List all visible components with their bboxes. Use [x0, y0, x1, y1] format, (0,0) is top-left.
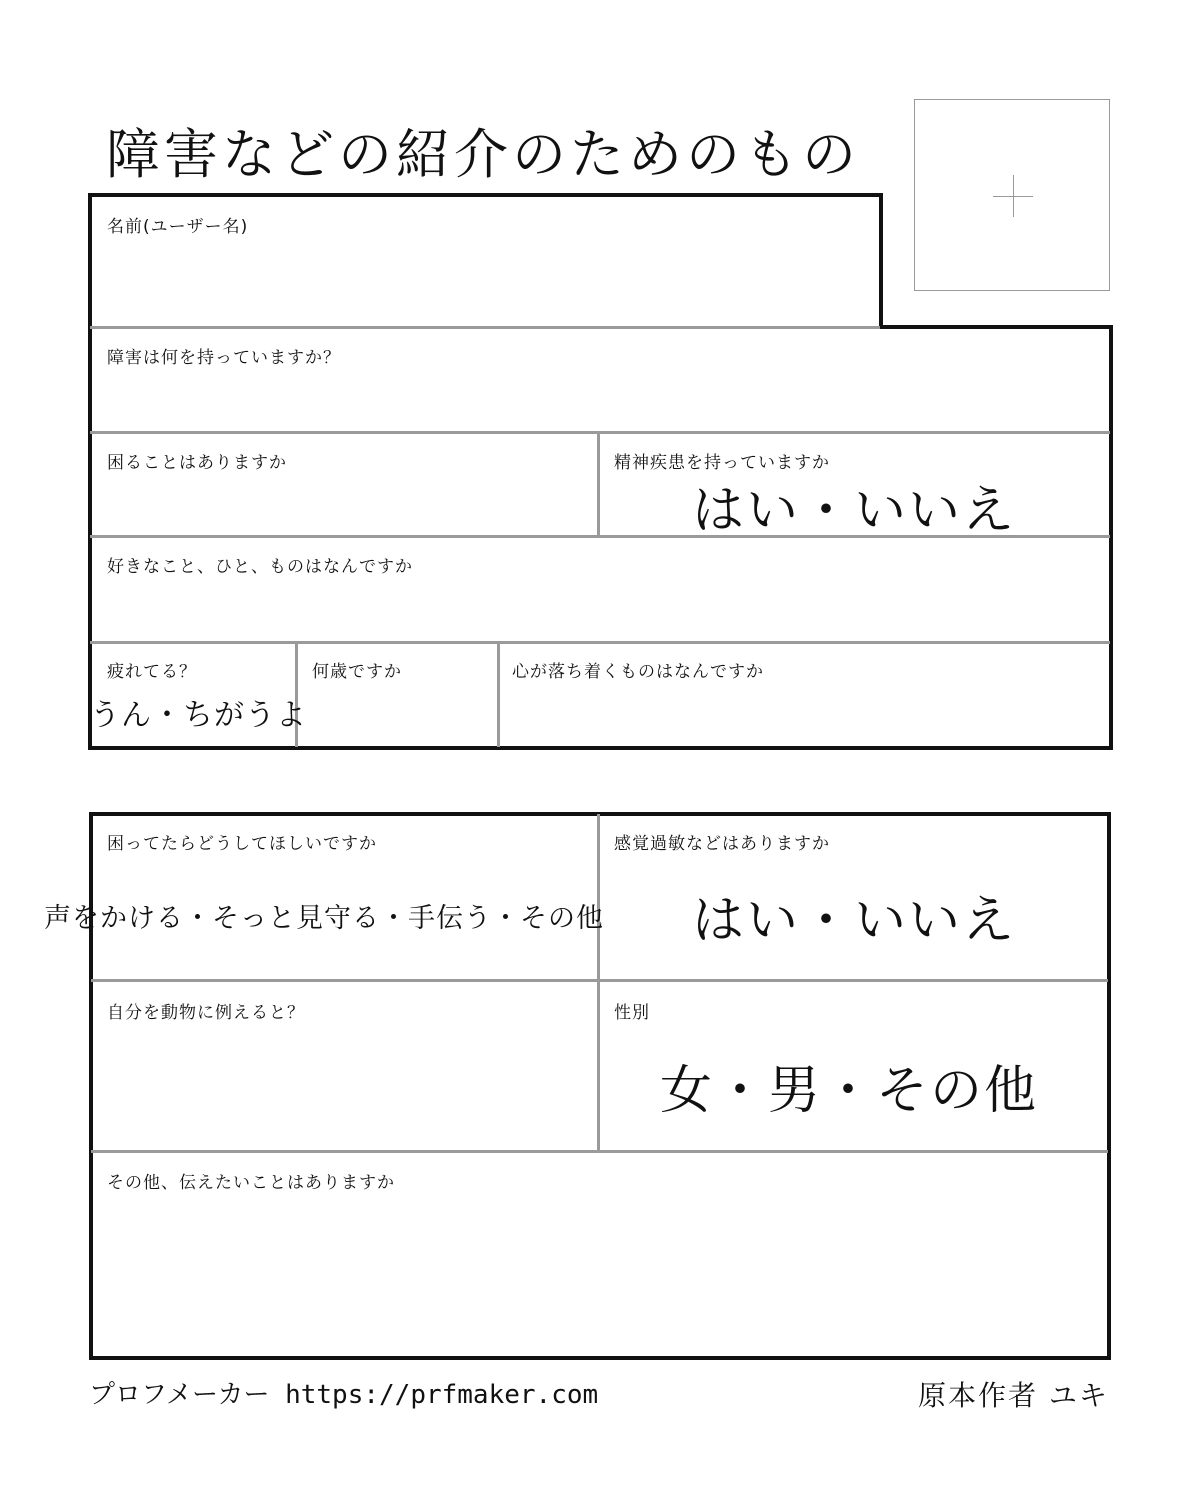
calm-field[interactable] — [502, 685, 1107, 743]
sensory-options[interactable]: はい・いいえ — [692, 891, 1017, 951]
name-label: 名前(ユーザー名) — [107, 217, 249, 237]
calm-label: 心が落ち着くものはなんですか — [512, 662, 764, 682]
tired-options[interactable]: うん・ちがうよ — [90, 698, 307, 733]
footer-author: 原本作者 ユキ — [918, 1379, 1109, 1412]
age-label: 何歳ですか — [312, 662, 402, 682]
animal-label: 自分を動物に例えると？ — [107, 1003, 305, 1023]
likes-label: 好きなこと、ひと、ものはなんですか — [107, 557, 413, 577]
name-field[interactable] — [92, 240, 877, 324]
sensory-label: 感覚過敏などはありますか — [614, 834, 830, 854]
trouble-field[interactable] — [92, 475, 595, 533]
footer-credit-link[interactable]: プロフメーカー https://prfmaker.com — [89, 1380, 599, 1410]
help-options[interactable]: 声をかける・そっと見守る・手伝う・その他 — [44, 903, 604, 934]
other-field[interactable] — [93, 1195, 1105, 1353]
other-label: その他、伝えたいことはありますか — [107, 1173, 395, 1193]
photo-upload-box[interactable] — [914, 99, 1110, 291]
animal-field[interactable] — [93, 1025, 595, 1147]
disability-field[interactable] — [92, 370, 1107, 428]
age-field[interactable] — [300, 685, 495, 743]
gender-label: 性別 — [614, 1003, 650, 1023]
tired-label: 疲れてる？ — [107, 662, 197, 682]
trouble-label: 困ることはありますか — [107, 453, 287, 473]
mental-illness-options[interactable]: はい・いいえ — [692, 481, 1017, 541]
mental-illness-label: 精神疾患を持っていますか — [614, 453, 830, 473]
likes-field[interactable] — [92, 580, 1107, 638]
gender-options[interactable]: 女・男・その他 — [660, 1061, 1039, 1121]
disability-label: 障害は何を持っていますか？ — [107, 348, 341, 368]
help-label: 困ってたらどうしてほしいですか — [107, 834, 377, 854]
page-title: 障害などの紹介のためのもの — [106, 123, 860, 186]
